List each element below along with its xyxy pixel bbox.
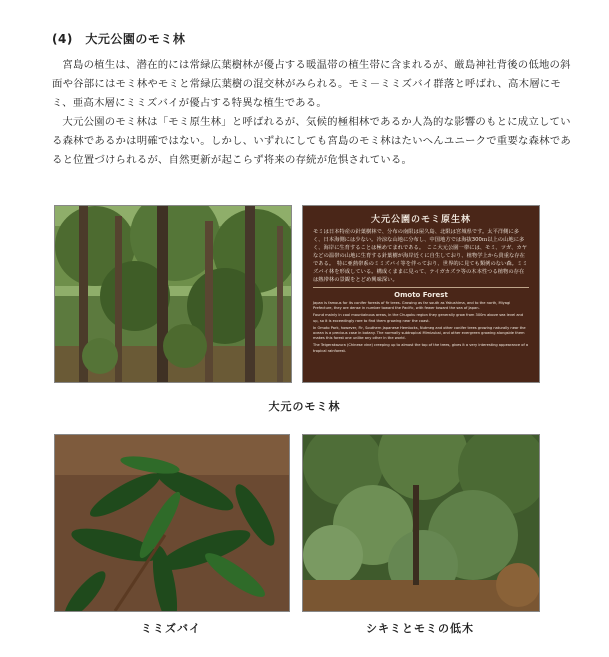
sign-english-paragraph: Found mainly in cool mountainous areas, in the Chugoku region they generally grow from 300m above sea level and up, so it is exceedingly rare to find them growing near the coast.: [313, 313, 524, 323]
caption-fir-forest: 大元のモミ林: [268, 400, 341, 413]
caption-shikimi-fir: シキミとモミの低木: [366, 622, 474, 635]
forest-sign-photo: [302, 205, 540, 383]
section-heading: (4) 大元公園のモミ林: [52, 32, 186, 46]
sign-english-paragraph: In Omoto Park, however, Fir, Southern Japanese Hemlocks, Nutmeg and other conifer trees growing naturally near the ocean is a precious case in botany. The normally subtropical Mimizubai, and other evergreen growing alongside them makes this forest one unlike any other in the world.: [313, 325, 526, 341]
sign-divider: [313, 287, 529, 288]
sign-english-paragraph: The Teigerakazura (Chinese vine) creeping up to almost the top of the trees, gives it a very interesting appearance of a tropical rainforest.: [313, 343, 529, 353]
paragraph-vegetation: 宮島の植生は、潜在的には常緑広葉樹林が優占する暖温帯の植生帯に含まれるが、厳島神社背後の低地の斜面や谷部にはモミ林やモミと常緑広葉樹の混交林がみられる。モミ－ミミズバイ群落と呼ばれ、高木層にモミ、亜高木層にミミズバイが優占する特異な植生である。: [52, 59, 571, 109]
shikimi-fir-shrub-photo: [302, 434, 540, 612]
mimizubai-photo: [54, 434, 290, 612]
sign-english-paragraph: Japan is famous for its conifer forests of fir trees. Growing as far south as Yakushima, and to the north, Miyagi Prefecture, they are dense in number toward the Pacific, with fewer toward the sea of Japan.: [313, 301, 511, 311]
sign-japanese-text: モミは日本特産の針葉樹林で、分布の南限は屋久島、北限は宮城県です。太平洋側に多く、日本海側には少ない。冷涼な山地に分布し、中国地方では海抜300ｍ以上の山地に多く、海岸に生育することは極めてまれである。 ここ大元公園一帯には、モミ、ツガ、カヤなどの温帯の山地に生育する針葉樹が海岸近くに自生しており、植物学上から貴重な存在である。 特に亜熱帯系のミミズバイ等を伴っており、世界的に見ても類例のない森。ミミズバイ林を形成している。構成くままに見って、テイガカズラ等の木本性つる植物の存在は熱帯林の景観をとどめ興味深い。: [313, 229, 528, 283]
paragraph-fir-forest: 大元公園のモミ林は「モミ原生林」と呼ばれるが、気候的極相林であるか人為的な影響のもとに成立している森林であるかは明確ではない。しかし、いずれにしても宮島のモミ林はたいへんユニークで重要な森林であると位置づけられるが、自然更新が起こらず将来の存続が危惧されている。: [52, 116, 571, 166]
caption-mimizubai: ミミズバイ: [141, 622, 201, 635]
sign-english-title: Omoto Forest: [394, 291, 448, 299]
fir-forest-photo: [54, 205, 292, 383]
sign-title: 大元公園のモミ原生林: [370, 215, 471, 225]
